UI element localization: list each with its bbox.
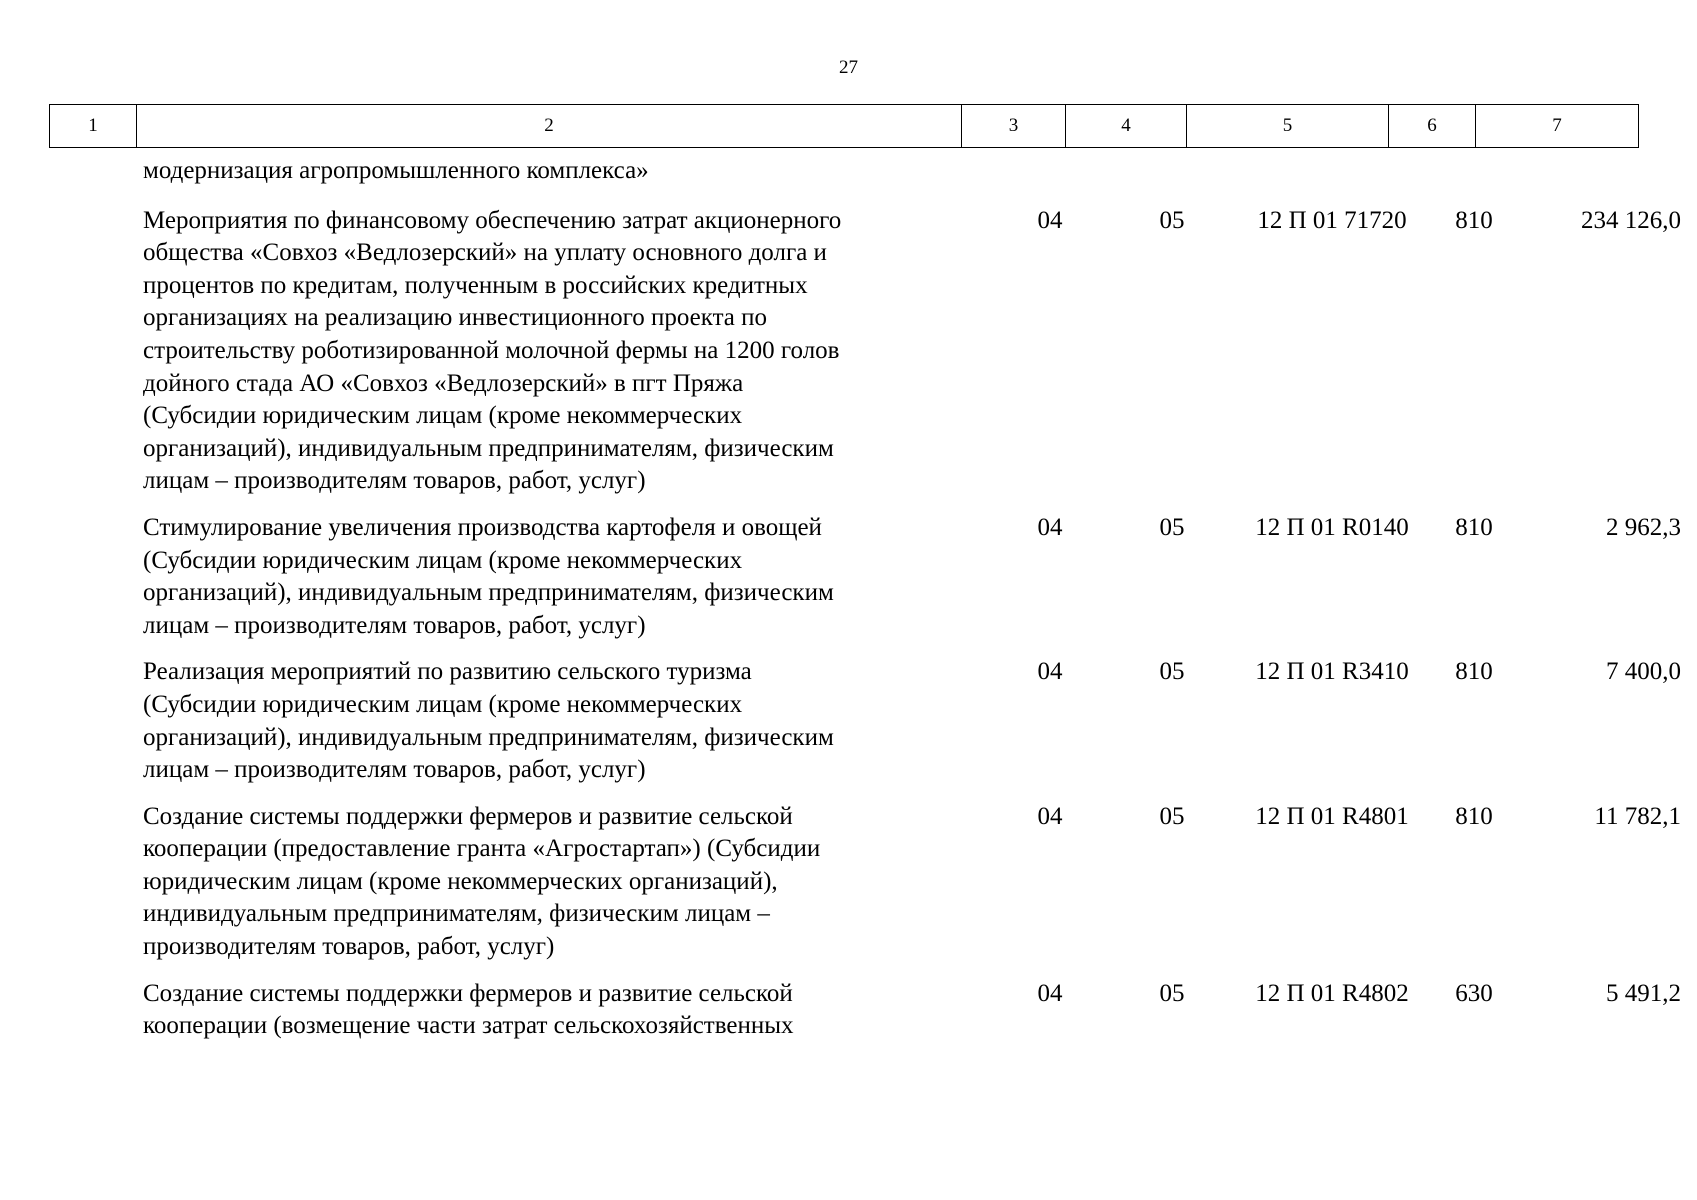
description-line: (Субсидии юридическим лицам (кроме некоммерческих: [143, 546, 743, 574]
row-expense-type: 810: [1455, 513, 1493, 541]
row-target-article: 12 П 01 R3410: [1255, 658, 1409, 686]
description-line: строительству роботизированной молочной фермы на 1200 голов: [143, 336, 840, 364]
description-line: лицам – производителям товаров, работ, услуг): [143, 611, 646, 639]
description-line: организациях на реализацию инвестиционного проекта по: [143, 304, 768, 332]
description-line: Создание системы поддержки фермеров и развитие сельской: [143, 802, 793, 830]
description-line: юридическим лицам (кроме некоммерческих организаций),: [143, 867, 778, 895]
row-description: [143, 801, 939, 964]
continuation-row: [49, 155, 1639, 188]
table-row: [49, 205, 1681, 498]
row-target-article: 12 П 01 R0140: [1255, 513, 1409, 541]
column-header-3: 3: [962, 105, 1066, 148]
row-section: 04: [1037, 802, 1063, 830]
description-line: (Субсидии юридическим лицам (кроме некоммерческих: [143, 402, 743, 430]
row-amount: 2 962,3: [1606, 513, 1681, 541]
row-amount: 5 491,2: [1606, 979, 1681, 1007]
page-number: 27: [839, 57, 858, 78]
description-line: организаций), индивидуальным предпринимателям, физическим: [143, 723, 834, 751]
description-line: индивидуальным предпринимателям, физическим лицам –: [143, 900, 770, 928]
row-section: 04: [1037, 513, 1063, 541]
row-subsection: 05: [1159, 979, 1185, 1007]
table-row: [49, 978, 1681, 1043]
description-line: дойного стада АО «Совхоз «Ведлозерский» в пгт Пряжа: [143, 369, 744, 397]
description-line: Мероприятия по финансовому обеспечению затрат акционерного: [143, 206, 842, 234]
row-description: [143, 978, 939, 1043]
row-expense-type: 630: [1455, 979, 1493, 1007]
description-line: процентов по кредитам, полученным в российских кредитных: [143, 271, 808, 299]
column-header-7: 7: [1476, 105, 1639, 148]
description-line: общества «Совхоз «Ведлозерский» на уплату основного долга и: [143, 239, 827, 267]
row-subsection: 05: [1159, 658, 1185, 686]
table-row: [49, 512, 1681, 642]
column-header-1: 1: [50, 105, 137, 148]
row-expense-type: 810: [1455, 658, 1493, 686]
budget-rows: [49, 155, 1681, 1043]
column-header-6: 6: [1389, 105, 1476, 148]
row-expense-type: 810: [1455, 802, 1493, 830]
row-description: [143, 656, 939, 786]
row-target-article: 12 П 01 71720: [1257, 206, 1407, 234]
table-row: [49, 656, 1681, 786]
column-header-4: 4: [1066, 105, 1187, 148]
description-line: лицам – производителям товаров, работ, услуг): [143, 756, 646, 784]
description-line: организаций), индивидуальным предпринимателям, физическим: [143, 434, 834, 462]
row-section: 04: [1037, 206, 1063, 234]
row-section: 04: [1037, 979, 1063, 1007]
description-line: организаций), индивидуальным предпринимателям, физическим: [143, 579, 834, 607]
description-line: лицам – производителям товаров, работ, услуг): [143, 467, 646, 495]
column-header-5: 5: [1187, 105, 1389, 148]
description-line: кооперации (предоставление гранта «Агростартап») (Субсидии: [143, 835, 821, 863]
row-section: 04: [1037, 658, 1063, 686]
description-line: Стимулирование увеличения производства картофеля и овощей: [143, 513, 822, 541]
continuation-text: модернизация агропромышленного комплекса»: [143, 157, 649, 184]
description-line: Создание системы поддержки фермеров и развитие сельской: [143, 979, 793, 1007]
row-target-article: 12 П 01 R4802: [1255, 979, 1409, 1007]
description-line: производителям товаров, работ, услуг): [143, 933, 555, 961]
row-expense-type: 810: [1455, 206, 1493, 234]
column-header-2: 2: [137, 105, 962, 148]
row-description: [143, 205, 939, 498]
row-amount: 11 782,1: [1594, 802, 1681, 830]
row-amount: 7 400,0: [1606, 658, 1681, 686]
row-amount: 234 126,0: [1581, 206, 1681, 234]
row-subsection: 05: [1159, 513, 1185, 541]
description-line: (Субсидии юридическим лицам (кроме некоммерческих: [143, 690, 743, 718]
column-header-table: [49, 104, 1639, 148]
column-header-row: [50, 105, 1639, 148]
table-row: [49, 801, 1681, 964]
description-line: кооперации (возмещение части затрат сельскохозяйственных: [143, 1012, 794, 1040]
row-subsection: 05: [1159, 802, 1185, 830]
row-subsection: 05: [1159, 206, 1185, 234]
row-target-article: 12 П 01 R4801: [1255, 802, 1409, 830]
description-line: Реализация мероприятий по развитию сельского туризма: [143, 658, 752, 686]
row-description: [143, 512, 939, 642]
